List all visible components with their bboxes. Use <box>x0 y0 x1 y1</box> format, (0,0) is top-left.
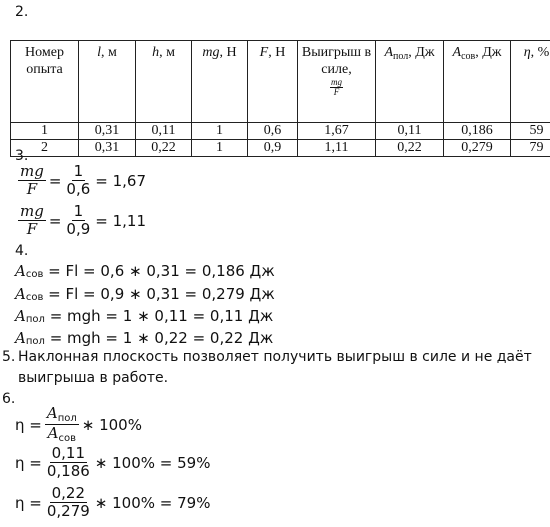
table-row <box>11 140 550 157</box>
formula-useful-work-1: A пол = mgh = 1 ∗ 0,11 = 0,11 Дж <box>15 307 274 325</box>
formula-efficiency: η = $\frac{A_{пол}}{A_{сов}}$ ∗ 100% <box>15 404 142 444</box>
table-cell: 0,6 <box>248 123 298 140</box>
table-cell: 0,22 <box>376 140 444 157</box>
table-cell: 0,186 <box>444 123 511 140</box>
section-4-number: 4. <box>15 243 29 259</box>
table-cell: 79 <box>511 140 550 157</box>
conclusion-line-2: выигрыша в работе. <box>18 370 169 386</box>
table-cell: 0,11 <box>136 123 192 140</box>
table-cell: 1,67 <box>298 123 376 140</box>
section-6-number: 6. <box>2 391 16 407</box>
header-force-gain: Выигрыш в силе, $\frac{mg}{F}$ <box>298 41 376 123</box>
formula-useful-work-2: A пол = mgh = 1 ∗ 0,22 = 0,22 Дж <box>15 329 274 347</box>
table-cell: 0,279 <box>444 140 511 157</box>
header-efficiency: η, % <box>511 41 550 123</box>
formula-efficiency-1: η = $\frac{0,11}{0,186}$ ∗ 100% = 59% <box>15 444 211 480</box>
header-force: F, Н <box>248 41 298 123</box>
formula-total-work-2: A сов = Fl = 0,9 ∗ 0,31 = 0,279 Дж <box>15 285 275 303</box>
table-cell: 1 <box>11 123 79 140</box>
table-cell: 1 <box>192 123 248 140</box>
header-experiment-number: Номер опыта <box>11 41 79 123</box>
section-2-number: 2. <box>15 4 29 20</box>
table-header-row <box>11 41 550 123</box>
table-cell: 0,31 <box>79 140 136 157</box>
table-row <box>11 123 550 140</box>
table-cell: 2 <box>11 140 79 157</box>
experiment-table <box>10 40 550 157</box>
formula-efficiency-2: η = $\frac{0,22}{0,279}$ ∗ 100% = 79% <box>15 484 211 520</box>
conclusion-line-1: Наклонная плоскость позволяет получить выигрыш в силе и не даёт <box>18 349 532 365</box>
table-cell: 59 <box>511 123 550 140</box>
header-height: h, м <box>136 41 192 123</box>
header-length: l, м <box>79 41 136 123</box>
header-total-work: $A_{сов}$, Дж <box>444 41 511 123</box>
formula-force-gain-2: $\frac{mg}{F}$ = $\frac{1}{0,9}$ = 1,11 <box>20 202 147 238</box>
section-3-number: 3. <box>15 148 29 164</box>
table-cell: 1,11 <box>298 140 376 157</box>
formula-force-gain-1: $\frac{mg}{F}$ = $\frac{1}{0,6}$ = 1,67 <box>20 162 147 198</box>
table-cell: 0,9 <box>248 140 298 157</box>
table-cell: 0,11 <box>376 123 444 140</box>
table-cell: 0,31 <box>79 123 136 140</box>
table-cell: 0,22 <box>136 140 192 157</box>
header-weight: mg, Н <box>192 41 248 123</box>
header-useful-work: $A_{пол}$, Дж <box>376 41 444 123</box>
section-5-number: 5. <box>2 349 16 365</box>
table-cell: 1 <box>192 140 248 157</box>
formula-total-work-1: A сов = Fl = 0,6 ∗ 0,31 = 0,186 Дж <box>15 262 275 280</box>
